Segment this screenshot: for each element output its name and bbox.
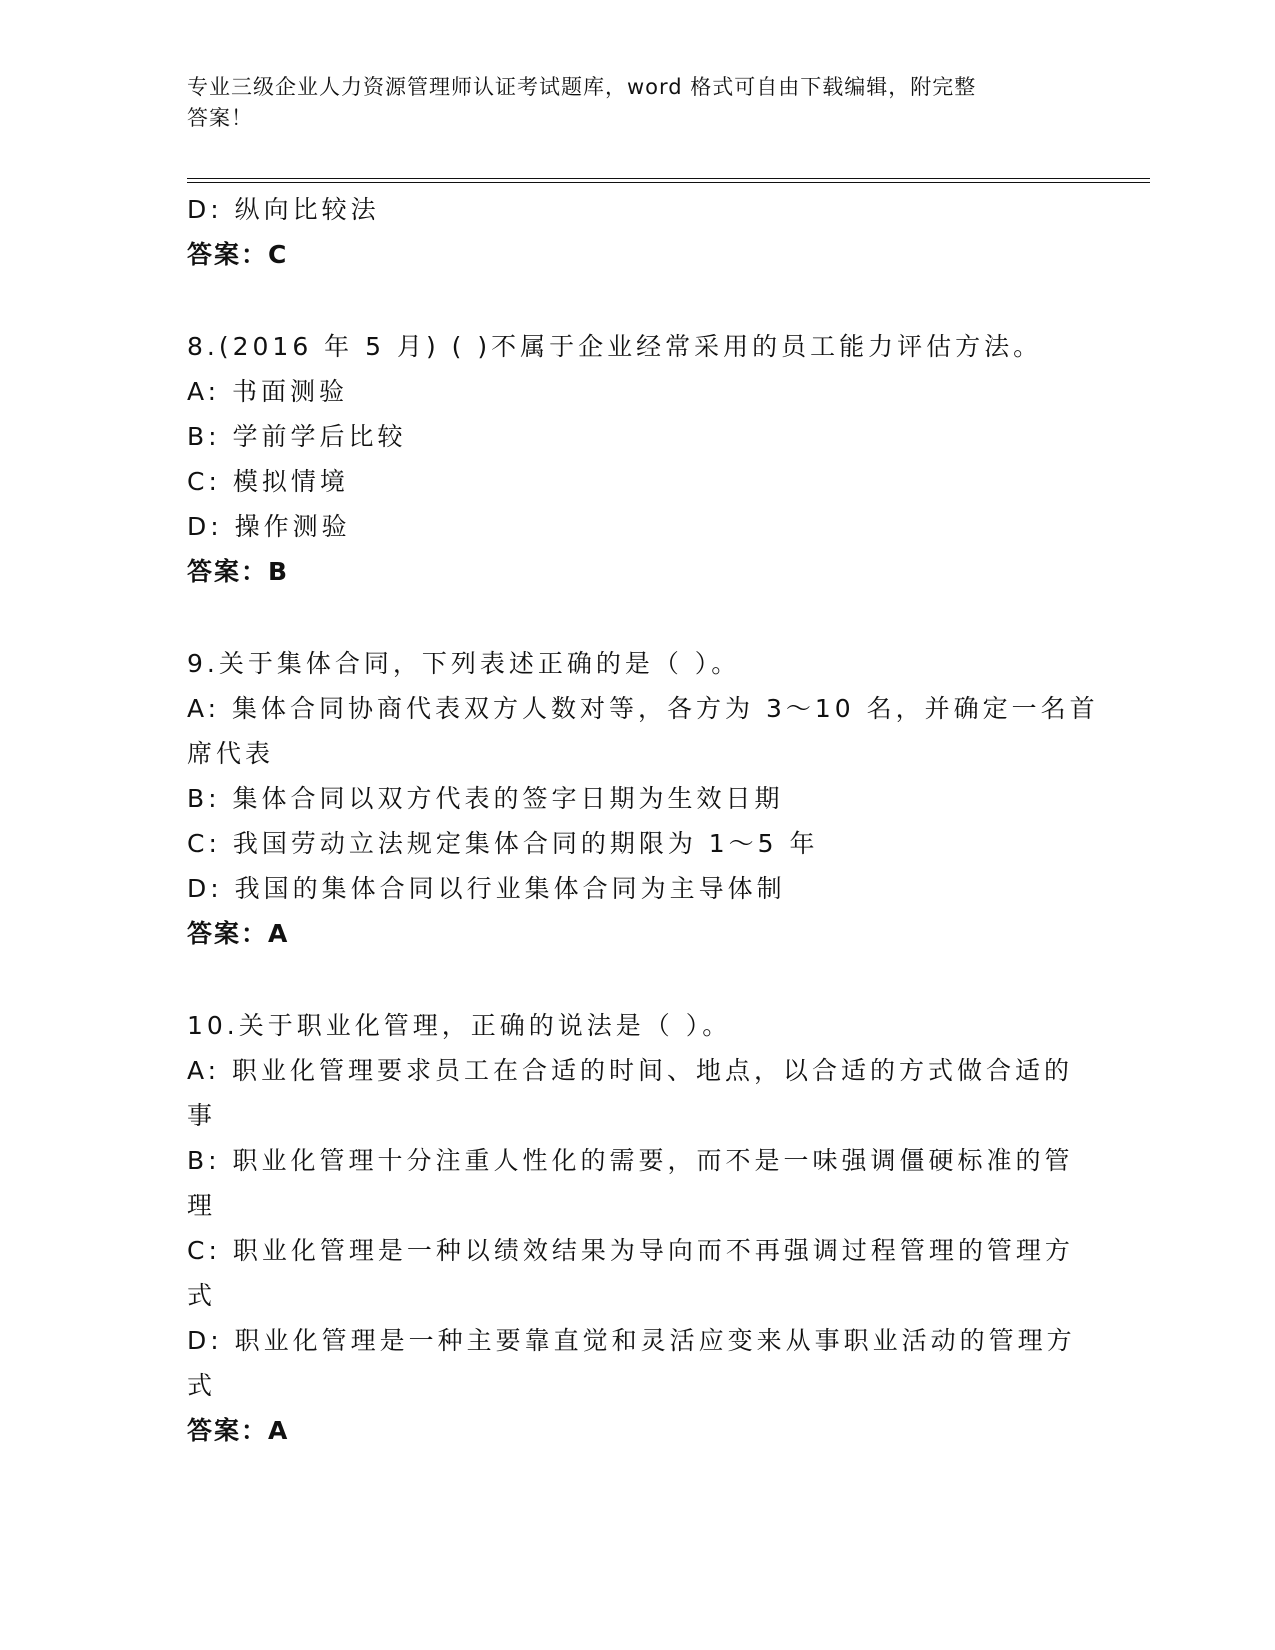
q9-option-a-line-1: A: 集体合同协商代表双方人数对等，各方为 3～10 名，并确定一名首 [187,694,1099,723]
q10-option-a-line-1: A: 职业化管理要求员工在合适的时间、地点，以合适的方式做合适的 [187,1056,1074,1085]
spacer [187,956,1087,1003]
q10-option-d-line-1: D: 职业化管理是一种主要靠直觉和灵活应变来从事职业活动的管理方 [187,1326,1076,1355]
q8-option-a: A: 书面测验 [187,377,349,406]
document-body [187,187,1099,1453]
q9-answer: 答案：A [187,919,290,948]
header-line-1: 专业三级企业人力资源管理师认证考试题库，word 格式可自由下载编辑，附完整 [187,75,977,99]
q9-option-a-line-2: 席代表 [187,739,275,768]
q10-option-a-line-2: 事 [187,1101,217,1130]
q10-option-c-line-1: C: 职业化管理是一种以绩效结果为导向而不再强调过程管理的管理方 [187,1236,1074,1265]
q8-option-c: C: 模拟情境 [187,467,349,496]
q8-option-b: B: 学前学后比较 [187,422,407,451]
q8-answer: 答案：B [187,557,290,586]
spacer [187,277,1087,324]
q10-option-b-line-1: B: 职业化管理十分注重人性化的需要，而不是一味强调僵硬标准的管 [187,1146,1074,1175]
question-10 [187,1003,1087,1453]
q8-option-d: D: 操作测验 [187,512,351,541]
q10-option-d-line-2: 式 [187,1371,217,1400]
spacer [187,594,1087,641]
q9-option-c: C: 我国劳动立法规定集体合同的期限为 1～5 年 [187,829,819,858]
q10-option-c-line-2: 式 [187,1281,217,1310]
q10-stem: 10.关于职业化管理，正确的说法是（ ）。 [187,1011,732,1040]
q9-option-d: D: 我国的集体合同以行业集体合同为主导体制 [187,874,786,903]
question-9 [187,641,1099,956]
question-8 [187,324,1087,594]
q10-answer: 答案：A [187,1416,290,1445]
q8-stem: 8.(2016 年 5 月) ( )不属于企业经常采用的员工能力评估方法。 [187,332,1043,361]
prev-answer: 答案：C [187,240,289,269]
prev-option-d: D: 纵向比较法 [187,195,380,224]
q9-option-b: B: 集体合同以双方代表的签字日期为生效日期 [187,784,784,813]
q9-stem: 9.关于集体合同，下列表述正确的是（ ）。 [187,649,741,678]
document-header [187,72,1067,134]
header-rule-bottom [187,182,1150,183]
q10-option-b-line-2: 理 [187,1191,217,1220]
header-rule-top [187,178,1150,179]
header-line-2: 答案！ [187,106,253,130]
